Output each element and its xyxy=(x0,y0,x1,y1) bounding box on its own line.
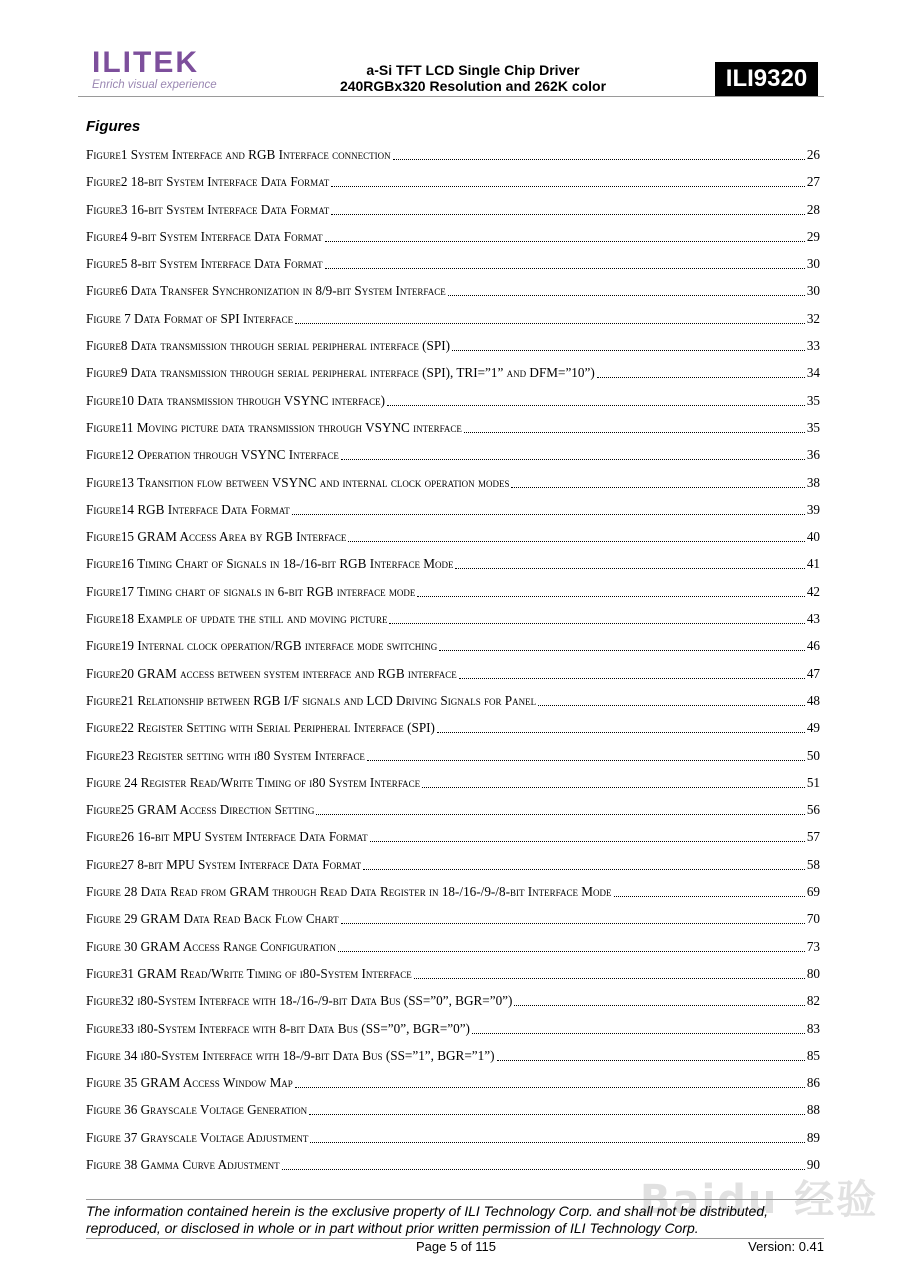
toc-entry-page: 89 xyxy=(806,1129,820,1145)
toc-entry-title: Figure16 Timing Chart of Signals in 18-/16-bit RGB Interface Mode xyxy=(86,556,454,572)
toc-entry-page: 42 xyxy=(806,583,820,599)
company-logo xyxy=(92,48,217,92)
dot-leader xyxy=(363,855,805,870)
dot-leader xyxy=(316,800,804,815)
toc-entry[interactable] xyxy=(86,200,820,227)
dot-leader xyxy=(417,582,804,597)
dot-leader xyxy=(614,882,805,897)
dot-leader xyxy=(348,527,804,542)
toc-entry-page: 85 xyxy=(806,1047,820,1063)
logo-tagline: Enrich visual experience xyxy=(92,79,217,91)
confidentiality-disclaimer xyxy=(86,1203,824,1237)
toc-entry-title: Figure14 RGB Interface Data Format xyxy=(86,501,290,517)
toc-entry-page: 35 xyxy=(806,392,820,408)
dot-leader xyxy=(341,445,805,460)
disclaimer-line1: The information contained herein is the exclusive property of ILI Technology Corp. and shall not be distributed, xyxy=(86,1203,768,1219)
toc-entry[interactable] xyxy=(86,391,820,418)
dot-leader xyxy=(331,172,805,187)
dot-leader xyxy=(439,636,805,651)
toc-entry-page: 90 xyxy=(806,1156,820,1172)
toc-entry-page: 83 xyxy=(806,1020,820,1036)
toc-entry-title: Figure 35 GRAM Access Window Map xyxy=(86,1075,293,1091)
toc-entry[interactable] xyxy=(86,1128,820,1155)
dot-leader xyxy=(370,827,805,842)
dot-leader xyxy=(338,937,805,952)
toc-entry-page: 27 xyxy=(806,174,820,190)
document-title xyxy=(308,62,638,94)
footer-bar xyxy=(86,1238,824,1257)
dot-leader xyxy=(389,609,804,624)
logo-wordmark: ILITEK xyxy=(92,46,199,79)
toc-entry[interactable] xyxy=(86,172,820,199)
toc-entry-page: 29 xyxy=(806,228,820,244)
toc-entry[interactable] xyxy=(86,773,820,800)
dot-leader xyxy=(325,227,805,242)
toc-entry-page: 82 xyxy=(806,993,820,1009)
dot-leader xyxy=(295,309,805,324)
dot-leader xyxy=(310,1128,804,1143)
toc-entry[interactable] xyxy=(86,937,820,964)
toc-entry[interactable] xyxy=(86,418,820,445)
toc-entry-page: 28 xyxy=(806,201,820,217)
page-header xyxy=(78,44,824,97)
toc-entry-page: 69 xyxy=(806,884,820,900)
toc-entry-title: Figure11 Moving picture data transmission through VSYNC interface xyxy=(86,419,462,435)
toc-entry[interactable] xyxy=(86,882,820,909)
toc-entry[interactable] xyxy=(86,909,820,936)
toc-entry[interactable] xyxy=(86,1073,820,1100)
toc-entry-page: 46 xyxy=(806,638,820,654)
table-of-figures xyxy=(86,145,820,1182)
watermark: Baidu 经验 xyxy=(640,1177,879,1223)
toc-entry-title: Figure18 Example of update the still and moving picture xyxy=(86,611,388,627)
toc-entry-title: Figure 30 GRAM Access Range Configuration xyxy=(86,938,336,954)
dot-leader xyxy=(597,363,805,378)
toc-entry-page: 35 xyxy=(806,419,820,435)
dot-leader xyxy=(331,200,805,215)
toc-entry-page: 40 xyxy=(806,529,820,545)
toc-entry-page: 56 xyxy=(806,802,820,818)
toc-entry[interactable] xyxy=(86,1019,820,1046)
toc-entry-title: Figure26 16-bit MPU System Interface Data Format xyxy=(86,829,368,845)
toc-entry-title: Figure 28 Data Read from GRAM through Read Data Register in 18-/16-/9-/8-bit Interface Mode xyxy=(86,884,612,900)
toc-entry-title: Figure25 GRAM Access Direction Setting xyxy=(86,802,315,818)
toc-entry-title: Figure15 GRAM Access Area by RGB Interface xyxy=(86,529,347,545)
toc-entry-page: 51 xyxy=(806,774,820,790)
dot-leader xyxy=(414,964,805,979)
toc-entry-page: 47 xyxy=(806,665,820,681)
toc-entry-title: Figure 29 GRAM Data Read Back Flow Chart xyxy=(86,911,339,927)
toc-entry-title: Figure 36 Grayscale Voltage Generation xyxy=(86,1102,308,1118)
dot-leader xyxy=(295,1073,805,1088)
toc-entry-page: 30 xyxy=(806,256,820,272)
toc-entry-page: 34 xyxy=(806,365,820,381)
toc-entry[interactable] xyxy=(86,500,820,527)
toc-entry[interactable] xyxy=(86,554,820,581)
toc-entry-page: 36 xyxy=(806,447,820,463)
toc-entry-page: 70 xyxy=(806,911,820,927)
toc-entry-title: Figure4 9-bit System Interface Data Format xyxy=(86,228,323,244)
toc-entry[interactable] xyxy=(86,145,820,172)
part-number-badge: ILI9320 xyxy=(715,62,818,96)
toc-entry[interactable] xyxy=(86,964,820,991)
toc-entry-title: Figure9 Data transmission through serial peripheral interface (SPI), TRI=”1” and DFM=”10”) xyxy=(86,365,595,381)
toc-entry[interactable] xyxy=(86,691,820,718)
dot-leader xyxy=(514,991,804,1006)
toc-entry-title: Figure5 8-bit System Interface Data Format xyxy=(86,256,323,272)
toc-entry[interactable] xyxy=(86,1100,820,1127)
toc-entry[interactable] xyxy=(86,363,820,390)
toc-entry-page: 57 xyxy=(806,829,820,845)
page-number: Page 5 of 115 xyxy=(416,1239,496,1254)
toc-entry-title: Figure10 Data transmission through VSYNC interface) xyxy=(86,392,385,408)
toc-entry[interactable] xyxy=(86,609,820,636)
toc-entry-title: Figure33 i80-System Interface with 8-bit Data Bus (SS=”0”, BGR=”0”) xyxy=(86,1020,470,1036)
dot-leader xyxy=(511,473,804,488)
toc-entry[interactable] xyxy=(86,718,820,745)
dot-leader xyxy=(497,1046,805,1061)
toc-entry-page: 32 xyxy=(806,310,820,326)
dot-leader xyxy=(292,500,805,515)
toc-entry[interactable] xyxy=(86,746,820,773)
dot-leader xyxy=(367,746,805,761)
dot-leader xyxy=(448,281,805,296)
dot-leader xyxy=(472,1019,805,1034)
dot-leader xyxy=(464,418,805,433)
toc-entry[interactable] xyxy=(86,473,820,500)
toc-entry[interactable] xyxy=(86,309,820,336)
dot-leader xyxy=(325,254,805,269)
section-heading: Figures xyxy=(86,118,141,135)
toc-entry-page: 49 xyxy=(806,720,820,736)
toc-entry-title: Figure8 Data transmission through serial peripheral interface (SPI) xyxy=(86,338,450,354)
toc-entry[interactable] xyxy=(86,827,820,854)
toc-entry-title: Figure13 Transition flow between VSYNC and internal clock operation modes xyxy=(86,474,510,490)
toc-entry-page: 33 xyxy=(806,338,820,354)
toc-entry-title: Figure21 Relationship between RGB I/F signals and LCD Driving Signals for Panel xyxy=(86,692,537,708)
toc-entry-page: 43 xyxy=(806,611,820,627)
toc-entry[interactable] xyxy=(86,636,820,663)
dot-leader xyxy=(459,664,805,679)
version-label: Version: 0.41 xyxy=(748,1239,824,1254)
toc-entry[interactable] xyxy=(86,991,820,1018)
toc-entry[interactable] xyxy=(86,582,820,609)
dot-leader xyxy=(309,1100,805,1115)
toc-entry-title: Figure2 18-bit System Interface Data Format xyxy=(86,174,330,190)
toc-entry-title: Figure3 16-bit System Interface Data Format xyxy=(86,201,330,217)
toc-entry-title: Figure32 i80-System Interface with 18-/16-/9-bit Data Bus (SS=”0”, BGR=”0”) xyxy=(86,993,513,1009)
dot-leader xyxy=(393,145,805,160)
toc-entry-title: Figure 24 Register Read/Write Timing of i80 System Interface xyxy=(86,774,421,790)
dot-leader xyxy=(455,554,804,569)
toc-entry-page: 26 xyxy=(806,147,820,162)
disclaimer-line2: reproduced, or disclosed in whole or in part without prior written permission of ILI Technology Corp. xyxy=(86,1220,699,1236)
toc-entry-page: 38 xyxy=(806,474,820,490)
toc-entry-title: Figure12 Operation through VSYNC Interface xyxy=(86,447,339,463)
toc-entry-page: 73 xyxy=(806,938,820,954)
toc-entry-title: Figure 37 Grayscale Voltage Adjustment xyxy=(86,1129,309,1145)
toc-entry-title: Figure22 Register Setting with Serial Peripheral Interface (SPI) xyxy=(86,720,435,736)
toc-entry-page: 86 xyxy=(806,1075,820,1091)
toc-entry-title: Figure1 System Interface and RGB Interface connection xyxy=(86,147,391,162)
dot-leader xyxy=(341,909,805,924)
toc-entry-title: Figure20 GRAM access between system interface and RGB interface xyxy=(86,665,457,681)
toc-entry[interactable] xyxy=(86,855,820,882)
toc-entry-page: 80 xyxy=(806,965,820,981)
page-footer xyxy=(86,1199,824,1257)
toc-entry[interactable] xyxy=(86,254,820,281)
toc-entry[interactable] xyxy=(86,800,820,827)
toc-entry[interactable] xyxy=(86,664,820,691)
dot-leader xyxy=(422,773,805,788)
dot-leader xyxy=(387,391,805,406)
document-title-line2: 240RGBx320 Resolution and 262K color xyxy=(339,78,607,94)
dot-leader xyxy=(452,336,805,351)
toc-entry-title: Figure31 GRAM Read/Write Timing of i80-System Interface xyxy=(86,965,412,981)
toc-entry[interactable] xyxy=(86,527,820,554)
toc-entry-page: 50 xyxy=(806,747,820,763)
toc-entry-title: Figure 38 Gamma Curve Adjustment xyxy=(86,1156,280,1172)
toc-entry-page: 39 xyxy=(806,501,820,517)
toc-entry-page: 30 xyxy=(806,283,820,299)
toc-entry[interactable] xyxy=(86,281,820,308)
toc-entry[interactable] xyxy=(86,336,820,363)
toc-entry[interactable] xyxy=(86,1046,820,1073)
toc-entry-title: Figure19 Internal clock operation/RGB interface mode switching xyxy=(86,638,438,654)
toc-entry[interactable] xyxy=(86,445,820,472)
toc-entry[interactable] xyxy=(86,227,820,254)
toc-entry-title: Figure 34 i80-System Interface with 18-/9-bit Data Bus (SS=”1”, BGR=”1”) xyxy=(86,1047,495,1063)
toc-entry-page: 48 xyxy=(806,692,820,708)
dot-leader xyxy=(538,691,805,706)
toc-entry-title: Figure 7 Data Format of SPI Interface xyxy=(86,310,294,326)
toc-entry-title: Figure27 8-bit MPU System Interface Data Format xyxy=(86,856,362,872)
toc-entry-title: Figure6 Data Transfer Synchronization in 8/9-bit System Interface xyxy=(86,283,446,299)
dot-leader xyxy=(437,718,805,733)
toc-entry-title: Figure17 Timing chart of signals in 6-bit RGB interface mode xyxy=(86,583,416,599)
document-title-line1: a-Si TFT LCD Single Chip Driver xyxy=(366,62,580,78)
toc-entry-page: 88 xyxy=(806,1102,820,1118)
toc-entry-page: 41 xyxy=(806,556,820,572)
toc-entry-title: Figure23 Register setting with i80 System Interface xyxy=(86,747,365,763)
toc-entry-page: 58 xyxy=(806,856,820,872)
